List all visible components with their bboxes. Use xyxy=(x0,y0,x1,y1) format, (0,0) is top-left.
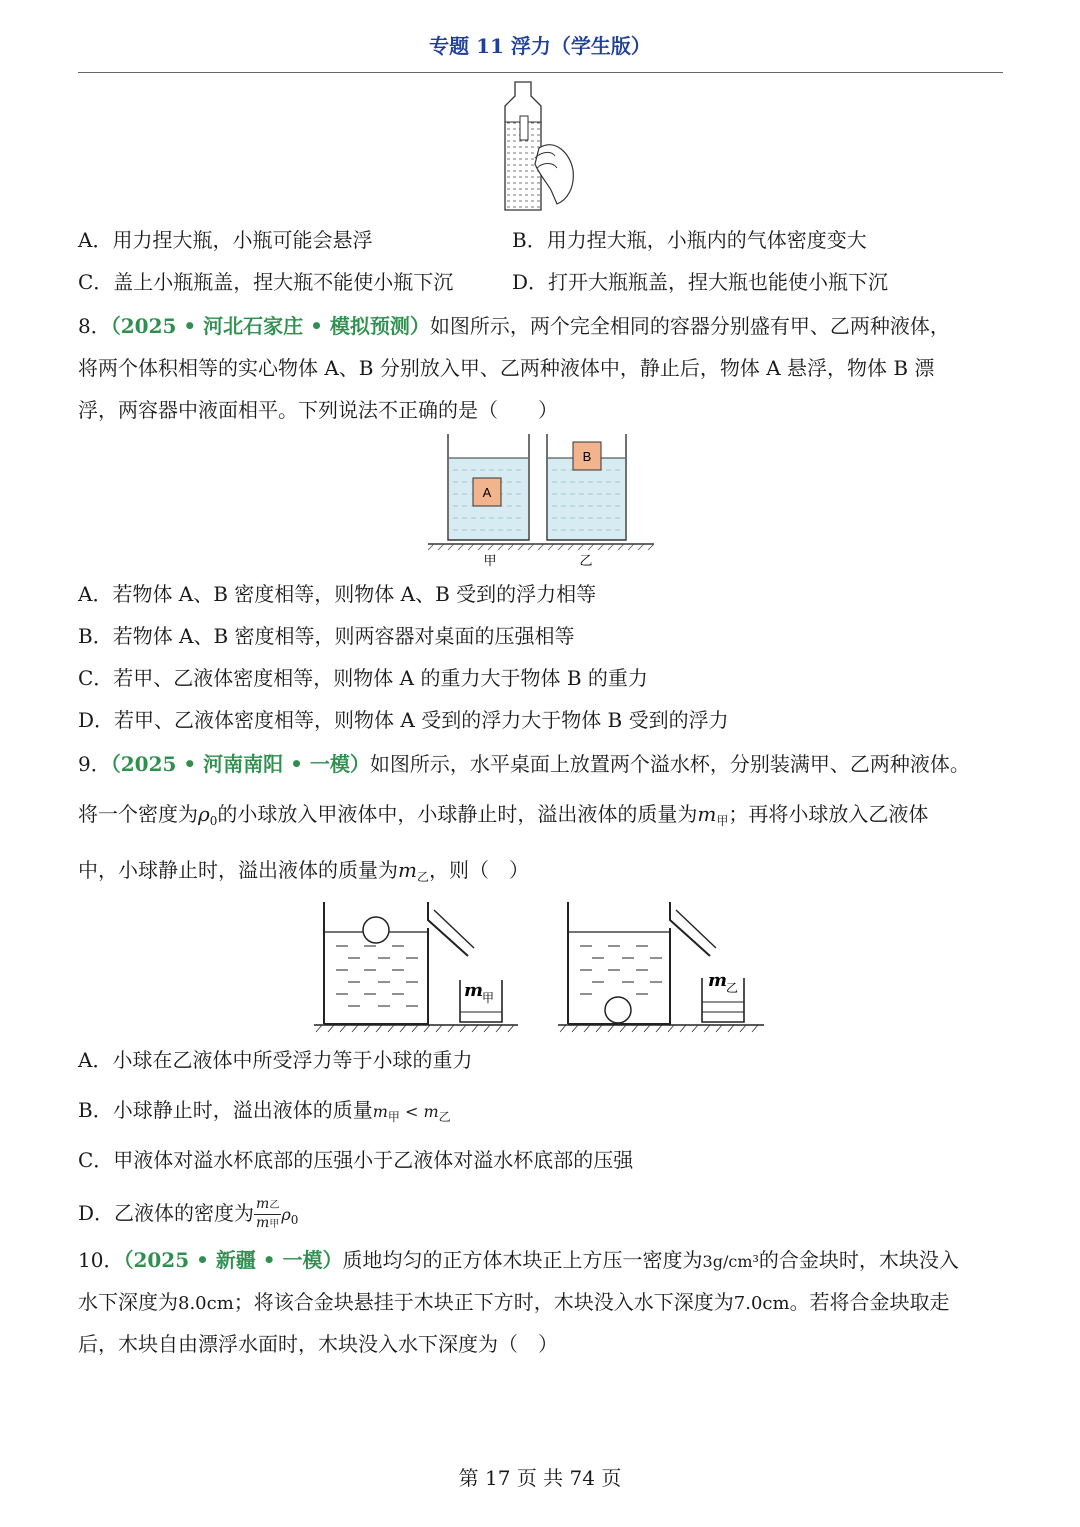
q7-option-c: C．盖上小瓶瓶盖，捏大瓶不能使小瓶下沉 xyxy=(78,270,454,294)
rho-subscript: 0 xyxy=(209,814,218,828)
m-symbol: m xyxy=(697,802,717,826)
density-ratio-fraction xyxy=(254,1196,281,1233)
q9-source: （2025 • 河南南阳 • 一模） xyxy=(110,752,370,776)
q10-text1b: 的合金块时，木块没入 xyxy=(758,1248,959,1272)
q10-stem-line3: 后，木块自由漂浮水面时，木块没入水下深度为（ ） xyxy=(78,1332,558,1356)
q7-option-b: B．用力捏大瓶，小瓶内的气体密度变大 xyxy=(512,228,867,252)
q9-text3a: 中，小球静止时，溢出液体的质量为 xyxy=(78,858,398,882)
m-symbol: m xyxy=(256,1196,270,1212)
q10-stem-line1 xyxy=(78,1246,959,1276)
m-jia-sub: 甲 xyxy=(482,991,495,1005)
q9-number: 9． xyxy=(78,752,111,776)
q10-text2c: 。若将合金块取走 xyxy=(789,1290,950,1314)
q8-option-d: D．若甲、乙液体密度相等，则物体 A 受到的浮力大于物体 B 受到的浮力 xyxy=(78,708,729,732)
q10-text1a: 质地均匀的正方体木块正上方压一密度为 xyxy=(342,1248,703,1272)
q9-stem-line3 xyxy=(78,856,529,891)
q8-option-a: A．若物体 A、B 密度相等，则物体 A、B 受到的浮力相等 xyxy=(78,582,597,606)
q8-stem-line1 xyxy=(78,312,950,340)
container-jia-label: 甲 xyxy=(483,554,497,569)
q9-option-b-text: B．小球静止时，溢出液体的质量 xyxy=(78,1098,373,1122)
block-a-label: A xyxy=(482,485,492,500)
q8-stem-line3: 浮，两容器中液面相平。下列说法不正确的是（ ） xyxy=(78,398,558,422)
block-b-label: B xyxy=(582,449,592,464)
depth-1: 8.0cm xyxy=(178,1293,234,1314)
depth-2: 7.0cm xyxy=(733,1293,790,1314)
q10-number: 10． xyxy=(78,1248,124,1272)
m-jia-subscript: 甲 xyxy=(716,814,729,828)
q9-text1: 如图所示，水平桌面上放置两个溢水杯，分别装满甲、乙两种液体。 xyxy=(369,752,970,776)
page-header-title: 专题 11 浮力（学生版） xyxy=(429,34,651,58)
q10-stem-line2 xyxy=(78,1288,950,1318)
m-jia-subscript: 甲 xyxy=(269,1219,280,1230)
q9-option-c: C．甲液体对溢水杯底部的压强小于乙液体对溢水杯底部的压强 xyxy=(78,1148,634,1172)
q8-containers-figure xyxy=(428,430,654,570)
q9-option-a: A．小球在乙液体中所受浮力等于小球的重力 xyxy=(78,1048,473,1072)
m-jia-label: m xyxy=(464,980,484,1001)
rho-symbol: ρ xyxy=(198,802,210,826)
m-yi-subscript: 乙 xyxy=(269,1200,280,1211)
q9-text3b: ，则（ ） xyxy=(428,858,529,882)
m-symbol: m xyxy=(398,858,417,882)
m-symbol: m xyxy=(256,1215,270,1231)
alloy-density: 3g/cm³ xyxy=(702,1252,759,1271)
m-yi-sub: 乙 xyxy=(726,981,739,995)
rho-symbol: ρ xyxy=(281,1205,291,1224)
m-yi-subscript: 乙 xyxy=(438,1110,451,1124)
q8-text1: 如图所示，两个完全相同的容器分别盛有甲、乙两种液体， xyxy=(429,314,950,338)
q8-source: （2025 • 河北石家庄 • 模拟预测） xyxy=(110,314,430,338)
q8-number: 8． xyxy=(78,314,111,338)
q8-option-c: C．若甲、乙液体密度相等，则物体 A 的重力大于物体 B 的重力 xyxy=(78,666,648,690)
q10-text2a: 水下深度为 xyxy=(78,1290,178,1314)
q9-stem-line2 xyxy=(78,800,928,835)
m-jia-subscript: 甲 xyxy=(387,1110,400,1124)
header-divider xyxy=(78,72,1003,73)
q9-option-d-text: D．乙液体的密度为 xyxy=(78,1201,255,1225)
q8-option-b: B．若物体 A、B 密度相等，则两容器对桌面的压强相等 xyxy=(78,624,575,648)
m-yi-subscript: 乙 xyxy=(416,870,429,884)
q9-text2c: ；再将小球放入乙液体 xyxy=(728,802,929,826)
m-symbol: m xyxy=(372,1102,388,1121)
less-than-sign: < xyxy=(399,1102,424,1121)
m-yi-label: m xyxy=(708,970,728,991)
page-footer: 第 17 页 共 74 页 xyxy=(458,1466,622,1490)
q9-option-d xyxy=(78,1196,298,1234)
bottle-figure xyxy=(495,78,585,216)
q9-option-b xyxy=(78,1096,451,1131)
container-yi-label: 乙 xyxy=(579,554,593,569)
q9-text2b: 的小球放入甲液体中，小球静止时，溢出液体的质量为 xyxy=(217,802,698,826)
q9-text2a: 将一个密度为 xyxy=(78,802,198,826)
q10-text2b: ；将该合金块悬挂于木块正下方时，木块没入水下深度为 xyxy=(233,1290,734,1314)
q10-source: （2025 • 新疆 • 一模） xyxy=(123,1248,343,1272)
rho-subscript: 0 xyxy=(290,1213,299,1227)
q7-option-a: A．用力捏大瓶，小瓶可能会悬浮 xyxy=(78,228,373,252)
q9-stem-line1 xyxy=(78,750,970,778)
q8-stem-line2: 将两个体积相等的实心物体 A、B 分别放入甲、乙两种液体中，静止后，物体 A 悬浮，物体 B 漂 xyxy=(78,356,935,380)
q9-overflow-cups-figure xyxy=(312,898,772,1034)
m-symbol: m xyxy=(423,1102,439,1121)
q7-option-d: D．打开大瓶瓶盖，捏大瓶也能使小瓶下沉 xyxy=(512,270,889,294)
